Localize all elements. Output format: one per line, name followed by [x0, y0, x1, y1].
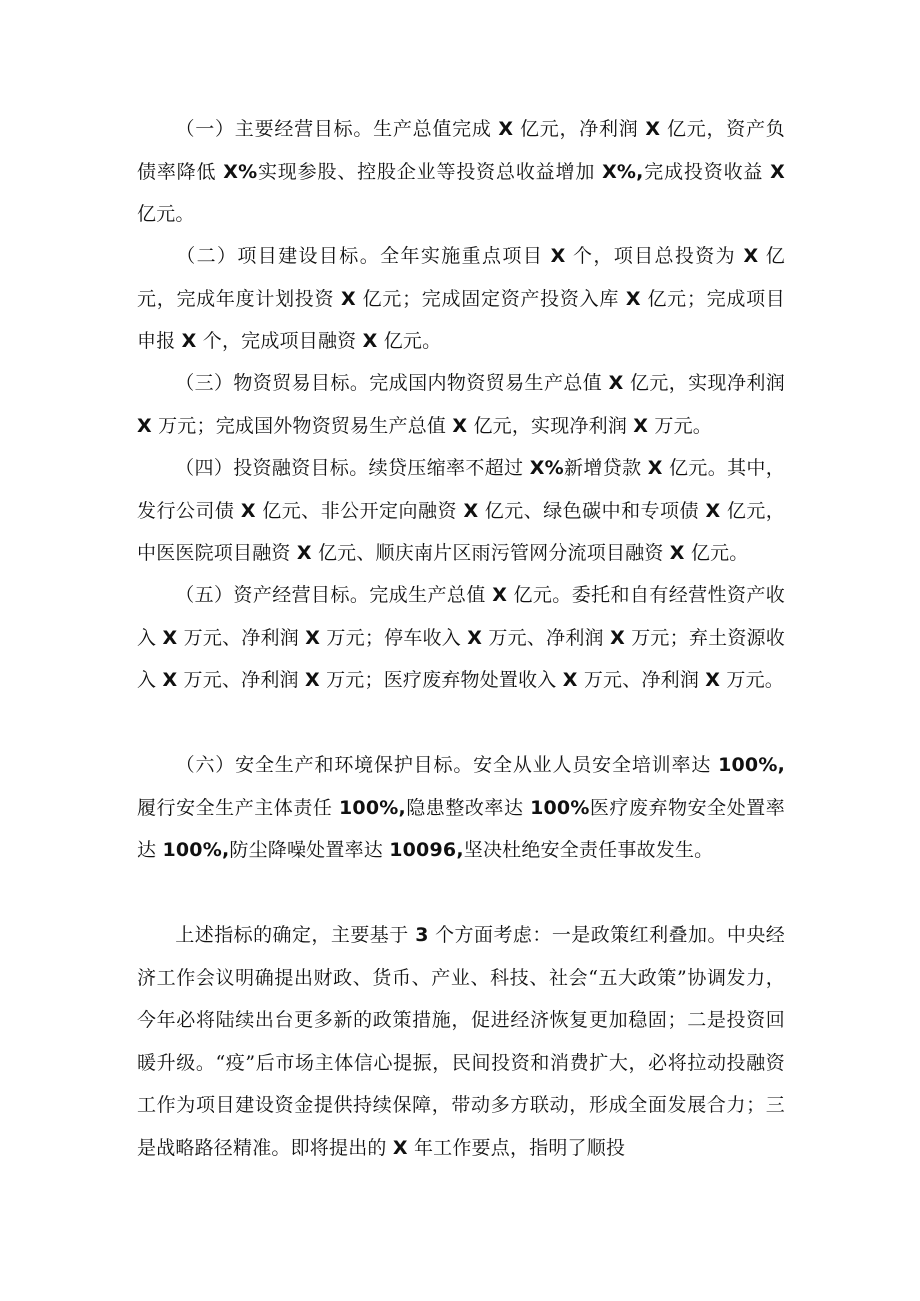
- bold-value: X: [492, 584, 508, 606]
- bold-value: X%,: [602, 160, 644, 183]
- bold-value: X: [498, 118, 514, 140]
- bold-value: X: [645, 118, 661, 140]
- bold-value: X: [296, 542, 312, 564]
- bold-value: X: [562, 669, 578, 691]
- bold-value: X: [467, 626, 483, 649]
- text-run: 新增贷款: [563, 457, 648, 479]
- text-run: 坚决杜绝安全责任事故发生。: [463, 839, 714, 861]
- text-run: （四）投资融资目标。续贷压缩率不超过: [175, 457, 530, 479]
- text-run: 亿元。: [684, 542, 749, 564]
- paragraph: [137, 914, 785, 1169]
- bold-value: X: [341, 287, 356, 310]
- text-run: 亿元、顺庆南片区雨污管网分流项目融资: [311, 542, 670, 564]
- bold-value: 10096,: [389, 839, 464, 861]
- bold-value: 3: [415, 924, 429, 946]
- bold-value: X: [633, 414, 649, 437]
- paragraph: [137, 744, 785, 872]
- text-run: 亿元，净利润: [513, 118, 646, 140]
- text-run: 隐患整改率达: [405, 796, 531, 819]
- bold-value: X: [608, 372, 624, 394]
- bold-value: X: [625, 287, 641, 310]
- bold-value: X: [452, 414, 468, 437]
- bold-value: X: [463, 499, 479, 522]
- text-run: 亿元、绿色碳中和专项债: [478, 499, 706, 522]
- text-run: （五）资产经营目标。完成生产总值: [175, 584, 493, 606]
- text-run: 个，项目总投资为: [565, 245, 744, 267]
- text-run: 万元；医疗废弃物处置收入: [319, 669, 563, 691]
- bold-value: 100%,: [338, 796, 406, 819]
- bold-value: X: [305, 626, 321, 649]
- bold-value: X: [705, 669, 721, 691]
- bold-value: X: [181, 330, 197, 352]
- text-run: 防尘降噪处置率达: [229, 839, 390, 861]
- text-run: 亿元，实现净利润: [623, 372, 785, 394]
- paragraph: [137, 108, 785, 236]
- paragraph: [137, 447, 785, 575]
- text-run: 亿元，中医医院项目融资: [137, 499, 785, 564]
- text-run: 亿元；完成项目申报: [137, 287, 785, 352]
- paragraph: [137, 362, 785, 447]
- text-run: 亿元；完成固定资产投资入库: [355, 287, 626, 310]
- text-run: 万元；完成国外物资贸易生产总值: [151, 414, 453, 437]
- text-run: 亿元，完成年度计划投资: [137, 245, 785, 310]
- bold-value: X: [162, 626, 178, 649]
- paragraph: [137, 235, 785, 363]
- text-run: 个，完成项目融资: [196, 330, 363, 352]
- text-run: （二）项目建设目标。全年实施重点项目: [175, 245, 551, 267]
- text-run: 完成投资收益: [643, 160, 771, 183]
- bold-value: X: [770, 160, 785, 183]
- bold-value: X: [743, 245, 759, 267]
- bold-value: X: [362, 330, 378, 352]
- bold-value: X: [550, 245, 566, 267]
- text-run: （六）安全生产和环境保护目标。安全从业人员安全培训率达: [175, 754, 719, 776]
- bold-value: X: [305, 669, 320, 691]
- text-run: 年工作要点，指明了顺投: [407, 1136, 626, 1159]
- bold-value: 100%,: [718, 754, 785, 776]
- bold-value: X%: [529, 457, 564, 479]
- bold-value: X: [162, 669, 178, 691]
- text-run: 万元。: [648, 414, 712, 437]
- bold-value: 100%,: [162, 839, 230, 861]
- text-run: 亿元。: [377, 330, 442, 352]
- text-run: 实现参股、控股企业等投资总收益增加: [257, 160, 603, 183]
- text-run: 亿元。: [137, 203, 195, 225]
- bold-value: X: [392, 1136, 408, 1159]
- text-run: 万元、净利润: [482, 626, 611, 649]
- text-run: 万元、净利润: [177, 626, 306, 649]
- bold-value: X: [240, 499, 256, 522]
- text-run: 万元、净利润: [577, 669, 706, 691]
- bold-value: X: [647, 457, 663, 479]
- text-run: 履行安全生产主体责任: [137, 796, 339, 819]
- text-run: （三）物资贸易目标。完成国内物资贸易生产总值: [175, 372, 609, 394]
- text-run: 医疗废弃物安全处置率达: [137, 796, 785, 861]
- bold-value: 100%: [530, 796, 590, 819]
- text-run: 万元；弃土资源收入: [137, 626, 785, 691]
- bold-value: X: [610, 626, 625, 649]
- text-run: 万元；停车收入: [320, 626, 468, 649]
- text-run: 上述指标的确定，主要基于: [175, 924, 416, 946]
- text-run: 亿元。其中，发行公司债: [137, 457, 785, 522]
- text-run: 万元。: [720, 669, 784, 691]
- text-run: 亿元、非公开定向融资: [255, 499, 464, 522]
- text-run: 万元、净利润: [177, 669, 305, 691]
- bold-value: X: [137, 414, 152, 437]
- paragraph: [137, 574, 785, 702]
- bold-value: X: [669, 542, 685, 564]
- text-run: 亿元，资产负债率降低: [137, 118, 785, 183]
- text-run: 亿元。委托和自有经营性资产收入: [137, 584, 785, 649]
- bold-value: X: [705, 499, 721, 522]
- text-run: 亿元，实现净利润: [467, 414, 634, 437]
- bold-value: X%: [223, 160, 258, 183]
- text-run: （一）主要经营目标。生产总值完成: [175, 118, 499, 140]
- text-run: 个方面考虑：一是政策红利叠加。中央经济工作会议明确提出财政、货币、产业、科技、社会“五大政策”协调发力，今年必将陆续出台更多新的政策措施，促进经济恢复更加稳固；二是投资回暖升级。“疫”后市场主体信心提振，民间投资和消费扩大，必将拉动投融资工作为项目建设资金提供持续保障，带动多方联动，形成全面发展合力；三是战略路径精准。即将提出的: [137, 924, 786, 1159]
